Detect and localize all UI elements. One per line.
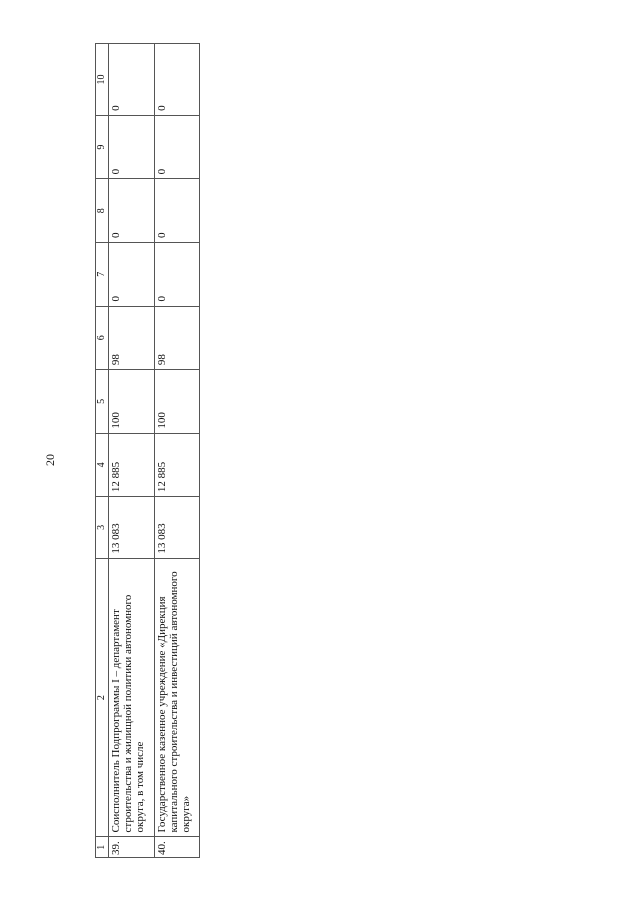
cell-col-4: 12 885	[154, 433, 200, 497]
cell-col-8: 0	[109, 179, 155, 243]
header-cell-1: 1	[96, 837, 109, 858]
table-landscape	[95, 43, 200, 858]
cell-col-6: 98	[154, 306, 200, 370]
cell-col-4: 12 885	[109, 433, 155, 497]
cell-col-3: 13 083	[154, 497, 200, 559]
data-table	[95, 43, 200, 858]
cell-col-6: 98	[109, 306, 155, 370]
cell-col-5: 100	[109, 370, 155, 434]
header-cell-3: 3	[96, 497, 109, 559]
cell-col-7: 0	[109, 242, 155, 306]
row-name: Государственное казенное учреждение «Дирекция капитального строительства и инвестиций автономного округа»	[154, 558, 200, 837]
header-cell-7: 7	[96, 242, 109, 306]
cell-col-10: 0	[109, 44, 155, 116]
header-cell-5: 5	[96, 370, 109, 434]
header-cell-2: 2	[96, 558, 109, 837]
table-row	[154, 44, 200, 858]
cell-col-10: 0	[154, 44, 200, 116]
row-number: 39.	[109, 837, 155, 858]
table-row	[109, 44, 155, 858]
row-name: Соисполнитель Подпрограммы I – департамент строительства и жилищной политики автономного округа, в том числе	[109, 558, 155, 837]
header-cell-4: 4	[96, 433, 109, 497]
header-cell-8: 8	[96, 179, 109, 243]
cell-col-9: 0	[154, 115, 200, 179]
page-number: 20	[43, 454, 57, 466]
cell-col-9: 0	[109, 115, 155, 179]
header-cell-10: 10	[96, 44, 109, 116]
header-cell-9: 9	[96, 115, 109, 179]
cell-col-7: 0	[154, 242, 200, 306]
header-row	[96, 44, 109, 858]
cell-col-8: 0	[154, 179, 200, 243]
rotated-table-container	[95, 43, 200, 858]
row-number: 40.	[154, 837, 200, 858]
cell-col-3: 13 083	[109, 497, 155, 559]
header-cell-6: 6	[96, 306, 109, 370]
cell-col-5: 100	[154, 370, 200, 434]
